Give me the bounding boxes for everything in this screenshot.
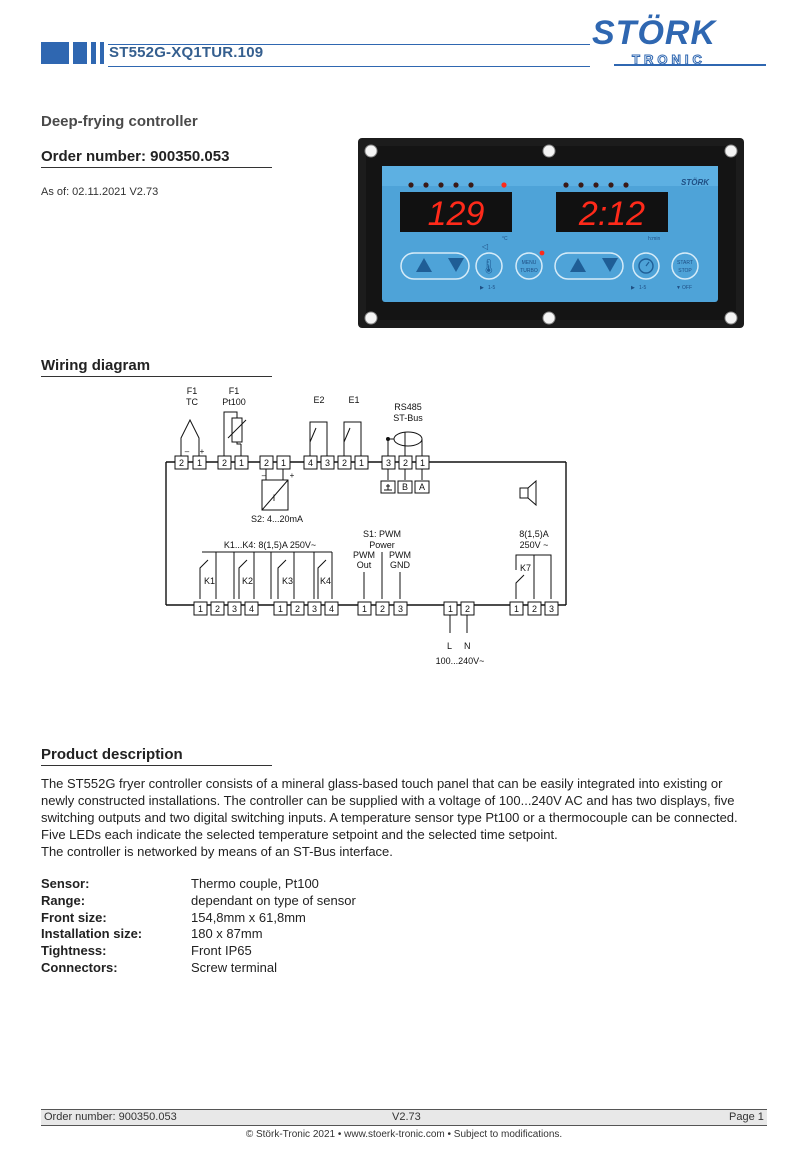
- pwm-out-label: PWM: [353, 550, 375, 560]
- pt100-resistor-symbol: [232, 418, 242, 442]
- footer-order-number: Order number: 900350.053: [44, 1111, 177, 1123]
- terminal-number: 3: [311, 604, 318, 614]
- spec-value: dependant on type of sensor: [191, 893, 356, 908]
- header-bar-block-2: [73, 42, 87, 64]
- e2-switch-symbol: [310, 422, 320, 456]
- wiring-diagram: [150, 380, 580, 670]
- svg-text:STOP: STOP: [678, 268, 692, 274]
- header-bar-block-1: [41, 42, 69, 64]
- relay-label: K2: [242, 576, 254, 586]
- thermocouple-symbol: [181, 420, 199, 456]
- terminal-number: 1: [238, 458, 245, 468]
- spec-value: Front IP65: [191, 943, 252, 958]
- logo-stork: STÖRK: [592, 14, 716, 52]
- footer-rule-bottom: [41, 1125, 767, 1126]
- description-line: switching outputs and two digital switching inputs. A temperature sensor type Pt100 or a thermocouple can be connected.: [41, 810, 738, 825]
- terminal-number: 2: [531, 604, 538, 614]
- f1-label: F1: [228, 386, 240, 396]
- svg-text:I: I: [272, 493, 276, 503]
- svg-text:+: +: [289, 471, 295, 480]
- svg-text:▶: ▶: [631, 285, 635, 291]
- pt100-label: Pt100: [222, 397, 246, 407]
- spec-label: Sensor:: [41, 876, 90, 891]
- spec-label: Range:: [41, 893, 86, 908]
- terminal-number: 2: [221, 458, 228, 468]
- svg-text:1-5: 1-5: [639, 285, 647, 291]
- svg-text:GND: GND: [390, 560, 410, 570]
- terminal-number: 4: [328, 604, 335, 614]
- tc-label: TC: [186, 397, 198, 407]
- spec-label: Tightness:: [41, 943, 107, 958]
- description-line: Five LEDs each indicate the selected temperature setpoint and the selected time setpoint.: [41, 827, 558, 842]
- terminal-number: 2: [214, 604, 221, 614]
- logo-tronic: TRONIC: [632, 52, 706, 67]
- n-label: N: [464, 641, 471, 651]
- mount-hole: [725, 145, 737, 157]
- spec-label: Front size:: [41, 910, 107, 925]
- power-label: Power: [369, 540, 395, 550]
- spec-label: Installation size:: [41, 926, 143, 941]
- terminal-number: 1: [513, 604, 520, 614]
- display-right-unit: h:min: [648, 236, 661, 242]
- controller-image: [356, 136, 746, 332]
- display-right-value: 2:12: [578, 195, 646, 233]
- terminal-number: 1: [277, 604, 284, 614]
- terminal-number: 3: [385, 458, 392, 468]
- as-of-date: As of: 02.11.2021 V2.73: [41, 186, 159, 198]
- f1-label: F1: [186, 386, 198, 396]
- bus-b-label: B: [401, 482, 409, 492]
- svg-text:▼: ▼: [676, 285, 681, 291]
- spec-label: Connectors:: [41, 960, 118, 975]
- l-label: L: [447, 641, 453, 651]
- terminal-number: 2: [294, 604, 301, 614]
- st-bus-label: ST-Bus: [393, 413, 423, 423]
- svg-text:–: –: [184, 447, 190, 456]
- e1-switch-symbol: [344, 422, 354, 456]
- buzzer-icon: [520, 488, 528, 498]
- header-bar-block-4: [100, 42, 104, 64]
- relay-label: K3: [282, 576, 294, 586]
- pwm-gnd-label: PWM: [389, 550, 411, 560]
- touch-panel: [382, 166, 718, 302]
- display-left-unit: °C: [502, 236, 508, 242]
- header-bar-block-3: [91, 42, 96, 64]
- terminal-number: 1: [419, 458, 426, 468]
- terminal-number: 1: [358, 458, 365, 468]
- mount-hole: [365, 145, 377, 157]
- e1-label: E1: [348, 395, 360, 405]
- terminal-number: 2: [263, 458, 270, 468]
- terminal-number: 3: [548, 604, 555, 614]
- description-line: newly constructed installations. The controller can be supplied with a voltage of 100...240V AC and has two displays, five: [41, 793, 735, 808]
- svg-text:◁: ◁: [482, 242, 489, 251]
- order-heading-rule: [41, 167, 272, 168]
- spec-value: 154,8mm x 61,8mm: [191, 910, 306, 925]
- terminal-number: 4: [248, 604, 255, 614]
- terminal-number: 1: [197, 604, 204, 614]
- thermometer-icon: 🌡: [480, 258, 498, 274]
- terminal-number: 1: [447, 604, 454, 614]
- terminal-number: 4: [307, 458, 314, 468]
- product-heading-rule: [41, 765, 272, 766]
- supply-voltage-label: 100...240V~: [435, 656, 485, 666]
- svg-text:Out: Out: [356, 560, 372, 570]
- spec-value: Thermo couple, Pt100: [191, 876, 319, 891]
- description-line: The ST552G fryer controller consists of a mineral glass-based touch panel that can be easily integrated into existing or: [41, 776, 723, 791]
- spec-value: 180 x 87mm: [191, 926, 263, 941]
- description-line: The controller is networked by means of an ST-Bus interface.: [41, 844, 393, 859]
- terminal-number: 2: [341, 458, 348, 468]
- relay-label: K7: [520, 563, 532, 573]
- footer-copyright: © Störk-Tronic 2021 • www.stoerk-tronic.com • Subject to modifications.: [245, 1129, 563, 1140]
- header-rule: [108, 66, 590, 67]
- terminal-number: 2: [379, 604, 386, 614]
- footer-rule-top: [41, 1109, 767, 1110]
- mount-hole: [725, 312, 737, 324]
- svg-text:OFF: OFF: [682, 285, 692, 291]
- relay-label: K1: [204, 576, 216, 586]
- mount-hole: [365, 312, 377, 324]
- terminal-number: 2: [464, 604, 471, 614]
- rs485-label: RS485: [394, 402, 422, 412]
- product-heading: Product description: [41, 746, 183, 763]
- k1-k4-rating-label: K1...K4: 8(1,5)A 250V~: [223, 540, 317, 550]
- footer-page: Page 1: [729, 1111, 764, 1123]
- relay-label: K4: [320, 576, 332, 586]
- k7-rating-label: 8(1,5)A: [519, 529, 549, 539]
- mount-hole: [543, 145, 555, 157]
- footer-version: V2.73: [392, 1111, 421, 1123]
- svg-text:1-5: 1-5: [488, 285, 496, 291]
- spec-value: Screw terminal: [191, 960, 277, 975]
- s1-label: S1: PWM: [362, 529, 402, 539]
- svg-text:▶: ▶: [480, 285, 484, 291]
- s2-label: S2: 4...20mA: [250, 514, 304, 524]
- svg-text:+: +: [199, 447, 205, 456]
- turbo-led: [540, 251, 545, 256]
- terminal-number: 2: [402, 458, 409, 468]
- terminal-number: 3: [397, 604, 404, 614]
- display-left-value: 129: [427, 195, 485, 233]
- e2-label: E2: [313, 395, 325, 405]
- terminal-number: 1: [280, 458, 287, 468]
- model-title: ST552G-XQ1TUR.109: [109, 44, 264, 61]
- bus-a-label: A: [418, 482, 426, 492]
- terminal-number: 3: [231, 604, 238, 614]
- product-description: [41, 775, 771, 860]
- terminal-number: 1: [361, 604, 368, 614]
- svg-text:–: –: [261, 471, 267, 480]
- svg-text:250V ~: 250V ~: [519, 540, 549, 550]
- wiring-heading-rule: [41, 376, 272, 377]
- panel-brand: STÖRK: [681, 178, 709, 187]
- terminal-number: 1: [196, 458, 203, 468]
- rs485-cable-symbol: [394, 432, 422, 446]
- k7-relay-symbol: [516, 555, 551, 599]
- svg-text:TURBO: TURBO: [520, 268, 538, 274]
- svg-text:START: START: [677, 260, 693, 266]
- wiring-heading: Wiring diagram: [41, 357, 151, 374]
- document-subtitle: Deep-frying controller: [41, 113, 198, 130]
- terminal-number: 3: [324, 458, 331, 468]
- terminal-number: 2: [178, 458, 185, 468]
- mount-hole: [543, 312, 555, 324]
- order-number-heading: Order number: 900350.053: [41, 148, 230, 165]
- svg-text:MENU: MENU: [521, 260, 537, 266]
